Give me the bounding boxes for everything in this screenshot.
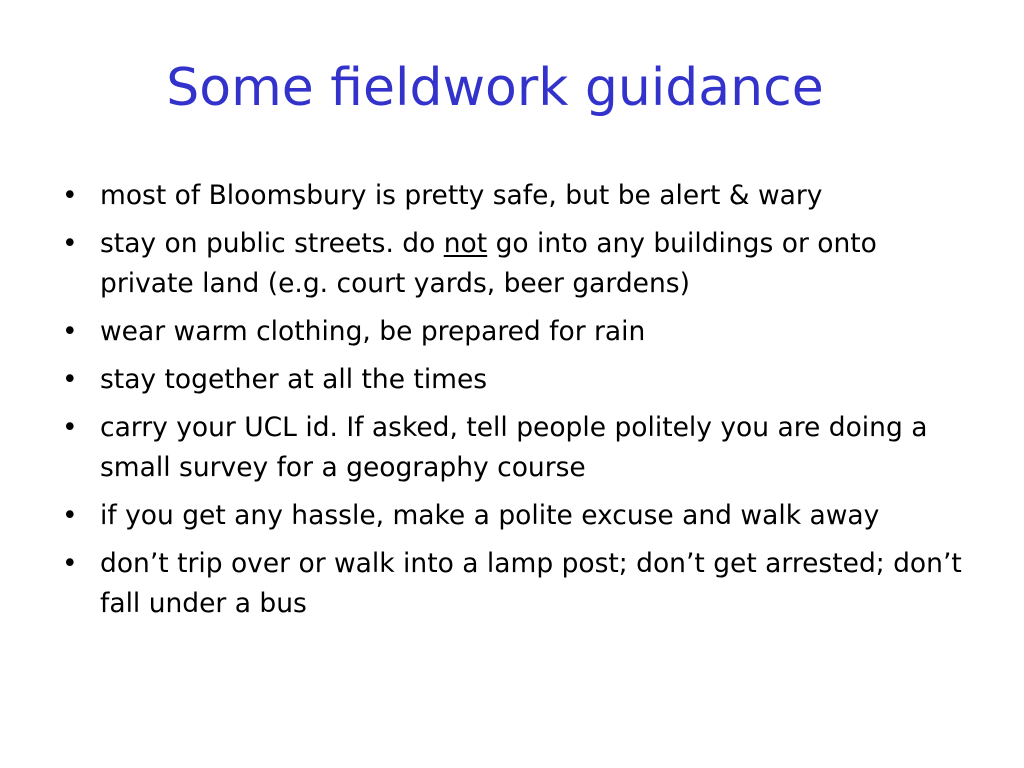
bullet-text: if you get any hassle, make a polite excuse and walk away <box>100 500 880 531</box>
slide-title: Some fieldwork guidance <box>166 58 824 118</box>
bullet-item-hassle <box>62 496 962 536</box>
bullet-text: stay together at all the times <box>100 364 488 395</box>
bullet-icon: • <box>62 412 78 443</box>
bullet-text: don’t trip over or walk into a lamp post; don’t get arrested; don’t fall under a bus <box>100 548 962 619</box>
bullet-item-safety-humor <box>62 544 962 624</box>
bullet-text-after: go into any buildings or onto private land (e.g. court yards, beer gardens) <box>100 228 877 299</box>
bullet-icon: • <box>62 228 78 259</box>
bullet-item-stay-together <box>62 360 962 400</box>
bullet-icon: • <box>62 316 78 347</box>
bullet-item-ucl-id <box>62 408 962 488</box>
bullet-item-warm-clothing <box>62 312 962 352</box>
bullet-icon: • <box>62 180 78 211</box>
bullet-icon: • <box>62 364 78 395</box>
bullet-list <box>62 176 962 632</box>
bullet-icon: • <box>62 500 78 531</box>
bullet-item-public-streets <box>62 224 962 304</box>
bullet-text: carry your UCL id. If asked, tell people politely you are doing a small survey for a geography course <box>100 412 928 483</box>
bullet-icon: • <box>62 548 78 579</box>
bullet-text-before: stay on public streets. do <box>100 228 444 259</box>
bullet-text: wear warm clothing, be prepared for rain <box>100 316 646 347</box>
bullet-text: most of Bloomsbury is pretty safe, but be alert & wary <box>100 180 823 211</box>
bullet-item-bloomsbury-safe <box>62 176 962 216</box>
bullet-text-emphasis: not <box>443 228 488 259</box>
